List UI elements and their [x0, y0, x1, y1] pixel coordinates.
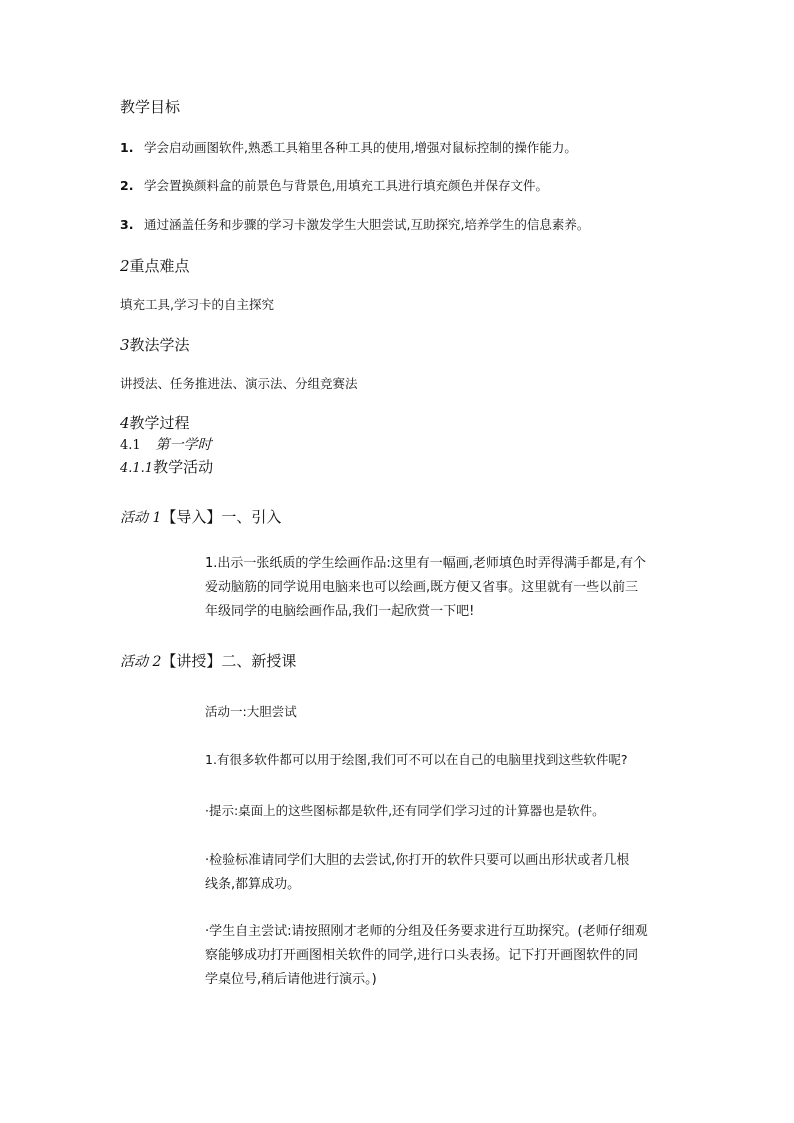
activity-heading [120, 506, 281, 527]
hint-line: ·提示:桌面上的这些图标都是软件,还有同学们学习过的计算器也是软件。 [205, 803, 605, 818]
activity-label: 活动 1 [120, 510, 162, 526]
section-number: 4 [120, 414, 130, 432]
activity-title: 二、新授课 [221, 652, 297, 670]
activity-tag: 【导入】 [161, 508, 222, 526]
paragraph-line: 学桌位号,稍后请他进行演示。) [205, 972, 377, 987]
paragraph-line: 爱动脑筋的同学说用电脑来也可以绘画,既方便又省事。这里就有一些以前三 [205, 580, 639, 595]
section-title: 教学过程 [129, 414, 190, 432]
section-number: 2 [120, 257, 130, 275]
self-try-paragraph [205, 920, 648, 992]
page-title: 教学目标 [120, 98, 181, 116]
goal-item [120, 215, 589, 233]
goal-number: 3. [120, 217, 134, 232]
paragraph-line: ·检验标准请同学们大胆的去尝试,你打开的软件只要可以画出形状或者几根 [205, 853, 630, 868]
section-body: 讲授法、任务推进法、演示法、分组竞赛法 [120, 376, 358, 391]
goal-number: 1. [120, 140, 134, 155]
paragraph-line: 察能够成功打开画图相关软件的同学,进行口头表扬。记下打开画图软件的同 [205, 948, 639, 963]
paragraph-line: 年级同学的电脑绘画作品,我们一起欣赏一下吧! [205, 604, 475, 619]
goal-item [120, 138, 577, 156]
activity-paragraph [205, 552, 646, 624]
section-title: 教法学法 [129, 336, 190, 354]
section-heading [120, 334, 190, 355]
question-line: 1.有很多软件都可以用于绘图,我们可不可以在自己的电脑里找到这些软件呢? [205, 752, 628, 767]
activity-subtitle: 活动一:大胆尝试 [205, 704, 297, 719]
subsection-title: 教学活动 [153, 458, 214, 476]
activity-tag: 【讲授】 [161, 652, 222, 670]
section-title: 重点难点 [129, 257, 190, 275]
paragraph-line: ·学生自主尝试:请按照刚才老师的分组及任务要求进行互助探究。(老师仔细观 [205, 924, 648, 939]
subsection-title: 第一学时 [155, 437, 212, 453]
subsection-heading [120, 434, 211, 454]
section-body: 填充工具,学习卡的自主探究 [120, 297, 274, 312]
section-number: 3 [120, 336, 130, 354]
goal-number: 2. [120, 178, 134, 193]
paragraph-line: 1.出示一张纸质的学生绘画作品:这里有一幅画,老师填色时弄得满手都是,有个 [205, 556, 647, 571]
section-heading [120, 412, 190, 433]
goal-text: 通过涵盖任务和步骤的学习卡激发学生大胆尝试,互助探究,培养学生的信息素养。 [143, 217, 590, 232]
activity-heading [120, 650, 296, 671]
section-heading [120, 255, 190, 276]
goal-item [120, 176, 548, 194]
paragraph-line: 线条,都算成功。 [205, 877, 301, 892]
activity-label: 活动 2 [120, 654, 162, 670]
activity-title: 一、引入 [221, 508, 282, 526]
goal-text: 学会置换颜料盒的前景色与背景色,用填充工具进行填充颜色并保存文件。 [143, 178, 548, 193]
subsection-heading [120, 456, 213, 477]
check-paragraph [205, 849, 629, 897]
goal-text: 学会启动画图软件,熟悉工具箱里各种工具的使用,增强对鼠标控制的操作能力。 [143, 140, 577, 155]
subsection-number: 4.1.1 [120, 461, 154, 476]
subsection-number: 4.1 [120, 438, 141, 453]
